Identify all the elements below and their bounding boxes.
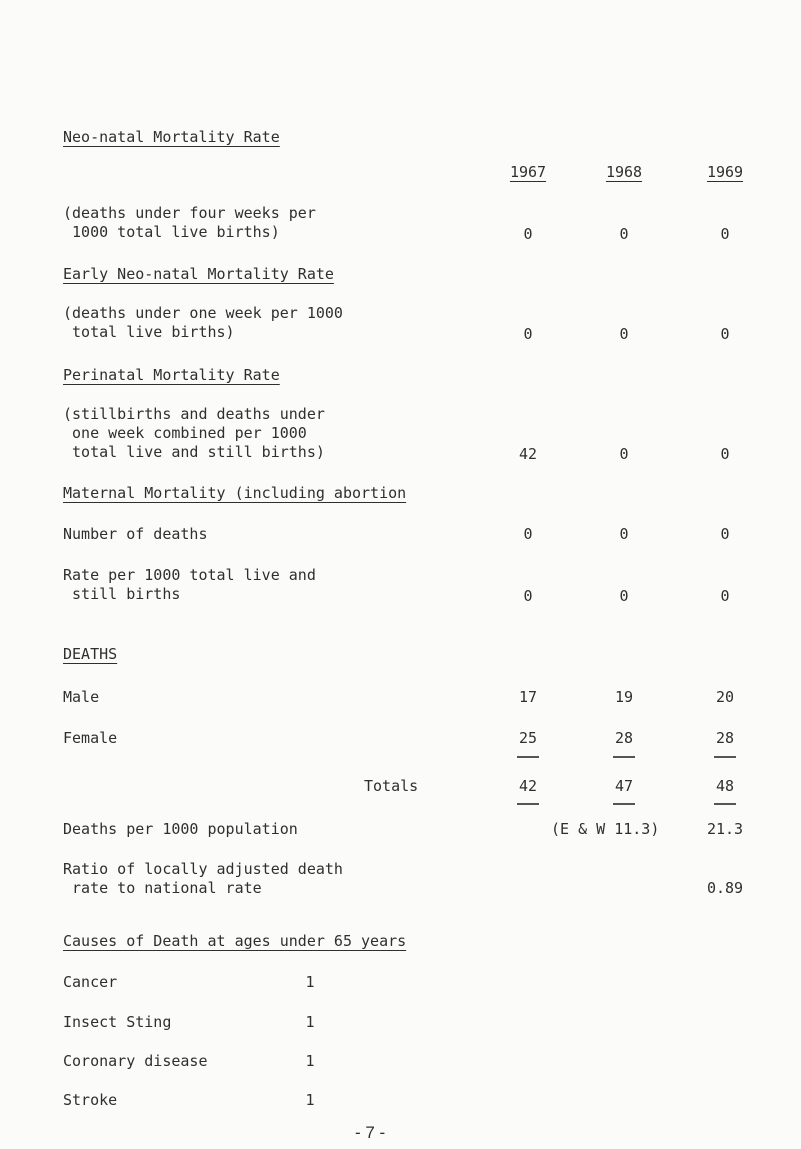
totals-1968: 47 (614, 777, 634, 795)
early-neonatal-heading: Early Neo-natal Mortality Rate (63, 265, 334, 283)
per-1000-label: Deaths per 1000 population (63, 820, 298, 838)
subtotal-rule (517, 756, 539, 758)
female-1969: 28 (715, 729, 735, 747)
male-1968: 19 (614, 688, 634, 706)
ratio-value: 0.89 (706, 879, 744, 897)
maternal-deaths-label: Number of deaths (63, 525, 208, 543)
perinatal-1968: 0 (619, 445, 629, 463)
early-neonatal-label-line1: (deaths under one week per 1000 (63, 304, 343, 322)
perinatal-1969: 0 (720, 445, 730, 463)
female-1968: 28 (614, 729, 634, 747)
maternal-rate-1969: 0 (720, 587, 730, 605)
neonatal-1967: 0 (523, 225, 533, 243)
cause-count: 1 (305, 1013, 315, 1031)
early-neonatal-1968: 0 (619, 325, 629, 343)
perinatal-label-line2: one week combined per 1000 (63, 424, 307, 442)
maternal-rate-1968: 0 (619, 587, 629, 605)
male-label: Male (63, 688, 100, 706)
year-1967: 1967 (509, 163, 547, 181)
male-1969: 20 (715, 688, 735, 706)
page-number: - 7 - (355, 1123, 386, 1142)
perinatal-label-line3: total live and still births) (63, 443, 325, 461)
maternal-rate-label-line1: Rate per 1000 total live and (63, 566, 316, 584)
ratio-label-line2: rate to national rate (63, 879, 262, 897)
neonatal-label-line2: 1000 total live births) (63, 223, 280, 241)
total-rule (517, 803, 539, 805)
totals-1967: 42 (518, 777, 538, 795)
female-1967: 25 (518, 729, 538, 747)
maternal-deaths-1969: 0 (720, 525, 730, 543)
neonatal-label-line1: (deaths under four weeks per (63, 204, 316, 222)
perinatal-1967: 42 (518, 445, 538, 463)
cause-count: 1 (305, 1091, 315, 1109)
maternal-deaths-1968: 0 (619, 525, 629, 543)
maternal-rate-label-line2: still births (63, 585, 181, 603)
perinatal-heading: Perinatal Mortality Rate (63, 366, 280, 384)
cause-label: Insect Sting (63, 1013, 172, 1031)
maternal-rate-1967: 0 (523, 587, 533, 605)
deaths-heading: DEATHS (63, 645, 118, 663)
totals-label: Totals (364, 777, 419, 795)
subtotal-rule (613, 756, 635, 758)
cause-label: Stroke (63, 1091, 118, 1109)
per-1000-national-note: (E & W 11.3) (551, 820, 660, 838)
cause-count: 1 (305, 973, 315, 991)
total-rule (714, 803, 736, 805)
female-label: Female (63, 729, 118, 747)
perinatal-label-line1: (stillbirths and deaths under (63, 405, 325, 423)
year-1969: 1969 (706, 163, 744, 181)
total-rule (613, 803, 635, 805)
early-neonatal-1969: 0 (720, 325, 730, 343)
per-1000-value: 21.3 (706, 820, 744, 838)
early-neonatal-1967: 0 (523, 325, 533, 343)
ratio-label-line1: Ratio of locally adjusted death (63, 860, 343, 878)
subtotal-rule (714, 756, 736, 758)
maternal-heading: Maternal Mortality (including abortion (63, 484, 407, 502)
cause-count: 1 (305, 1052, 315, 1070)
cause-label: Cancer (63, 973, 118, 991)
neonatal-1969: 0 (720, 225, 730, 243)
totals-1969: 48 (715, 777, 735, 795)
year-1968: 1968 (605, 163, 643, 181)
early-neonatal-label-line2: total live births) (63, 323, 235, 341)
page-title: Neo-natal Mortality Rate (63, 128, 280, 146)
causes-heading: Causes of Death at ages under 65 years (63, 932, 407, 950)
maternal-deaths-1967: 0 (523, 525, 533, 543)
cause-label: Coronary disease (63, 1052, 208, 1070)
male-1967: 17 (518, 688, 538, 706)
neonatal-1968: 0 (619, 225, 629, 243)
